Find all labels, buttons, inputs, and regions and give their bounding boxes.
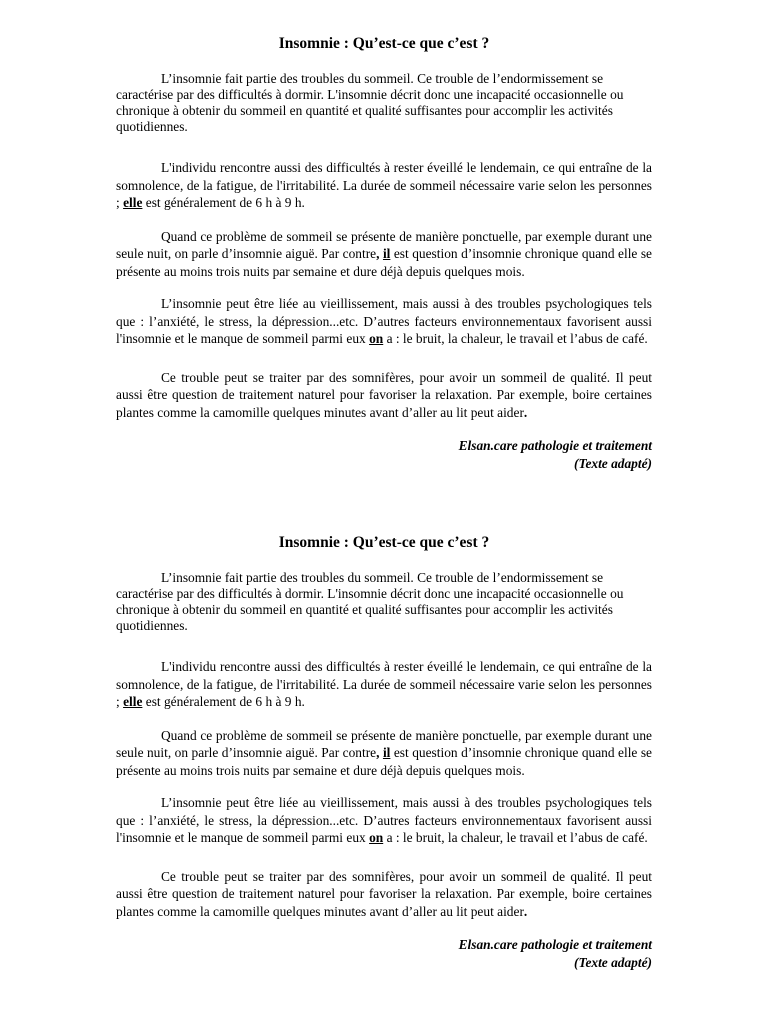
paragraph-causes: [116, 295, 652, 348]
paragraph-types-text-end: est question d’insomnie chronique quand elle se présente au moins trois nuits par semaine et dure déjà depuis quelques mois.: [116, 246, 652, 279]
bold-comma: ,: [376, 745, 380, 760]
paragraph-symptoms-text: L'individu rencontre aussi des difficultés à rester éveillé le lendemain, ce qui entraîne de la somnolence, de la fatigue, de l'irritabilité. La durée de sommeil nécessaire varie selon les personnes ;: [116, 659, 652, 709]
highlight-il: il: [382, 745, 391, 760]
highlight-on: on: [369, 331, 384, 346]
source-line-2: (Texte adapté): [574, 955, 652, 970]
highlight-il: il: [382, 246, 391, 261]
paragraph-causes-text: L’insomnie peut être liée au vieillissement, mais aussi à des troubles psychologiques tels que : l’anxiété, le stress, la dépression...etc. D’autres facteurs environnementaux favorisent aussi l'insomnie et le manque de sommeil parmi eux: [116, 795, 652, 845]
paragraph-symptoms-text: L'individu rencontre aussi des difficultés à rester éveillé le lendemain, ce qui entraîne de la somnolence, de la fatigue, de l'irritabilité. La durée de sommeil nécessaire varie selon les personnes ;: [116, 160, 652, 210]
paragraph-types: [116, 228, 652, 281]
source-citation: [116, 936, 652, 972]
paragraph-symptoms-text-end: est généralement de 6 h à 9 h.: [142, 195, 305, 210]
bold-period: .: [523, 903, 528, 919]
paragraph-causes-text-end: a : le bruit, la chaleur, le travail et l’abus de café.: [383, 830, 648, 845]
paragraph-types: [116, 727, 652, 780]
paragraph-types-text: Quand ce problème de sommeil se présente de manière ponctuelle, par exemple durant une seule nuit, on parle d’insomnie aiguë. Par contre: [116, 727, 652, 760]
paragraph-definition: L’insomnie fait partie des troubles du sommeil. Ce trouble de l’endormissement se caractérise par des difficultés à dormir. L'insomnie décrit donc une incapacité occasionnelle ou chronique à obtenir du sommeil en quantité et qualité suffisantes pour accomplir les activités quotidiennes.: [116, 71, 624, 134]
paragraph-types-text: Quand ce problème de sommeil se présente de manière ponctuelle, par exemple durant une seule nuit, on parle d’insomnie aiguë. Par contre: [116, 228, 652, 261]
document-title: Insomnie : Qu’est-ce que c’est ?: [278, 534, 490, 551]
paragraph-causes: [116, 794, 652, 847]
bold-period: .: [523, 404, 528, 420]
paragraph-treatment-text: Ce trouble peut se traiter par des somnifères, pour avoir un sommeil de qualité. Il peut aussi être question de traitement naturel pour favoriser la relaxation. Par exemple, boire certaines plantes comme la camomille quelques minutes avant d’aller au lit peut aider: [116, 369, 652, 420]
paragraph-symptoms: [116, 159, 652, 212]
highlight-elle: elle: [123, 195, 143, 210]
paragraph-causes-text: L’insomnie peut être liée au vieillissement, mais aussi à des troubles psychologiques tels que : l’anxiété, le stress, la dépression...etc. D’autres facteurs environnementaux favorisent aussi l'insomnie et le manque de sommeil parmi eux: [116, 296, 652, 346]
paragraph-causes-text-end: a : le bruit, la chaleur, le travail et l’abus de café.: [383, 331, 648, 346]
paragraph-treatment: [116, 868, 652, 921]
source-line-1: Elsan.care pathologie et traitement: [458, 438, 652, 453]
paragraph-definition: L’insomnie fait partie des troubles du sommeil. Ce trouble de l’endormissement se caractérise par des difficultés à dormir. L'insomnie décrit donc une incapacité occasionnelle ou chronique à obtenir du sommeil en quantité et qualité suffisantes pour accomplir les activités quotidiennes.: [116, 570, 624, 633]
paragraph-types-text-end: est question d’insomnie chronique quand elle se présente au moins trois nuits par semaine et dure déjà depuis quelques mois.: [116, 745, 652, 778]
text-copy-2: [116, 533, 652, 972]
text-copy-1: [116, 34, 652, 473]
paragraph-symptoms: [116, 658, 652, 711]
source-citation: [116, 437, 652, 473]
paragraph-treatment: [116, 369, 652, 422]
highlight-elle: elle: [123, 694, 143, 709]
paragraph-treatment-text: Ce trouble peut se traiter par des somnifères, pour avoir un sommeil de qualité. Il peut aussi être question de traitement naturel pour favoriser la relaxation. Par exemple, boire certaines plantes comme la camomille quelques minutes avant d’aller au lit peut aider: [116, 868, 652, 919]
document-title: Insomnie : Qu’est-ce que c’est ?: [278, 35, 490, 52]
source-line-2: (Texte adapté): [574, 456, 652, 471]
highlight-on: on: [369, 830, 384, 845]
bold-comma: ,: [376, 246, 380, 261]
source-line-1: Elsan.care pathologie et traitement: [458, 937, 652, 952]
paragraph-symptoms-text-end: est généralement de 6 h à 9 h.: [142, 694, 305, 709]
